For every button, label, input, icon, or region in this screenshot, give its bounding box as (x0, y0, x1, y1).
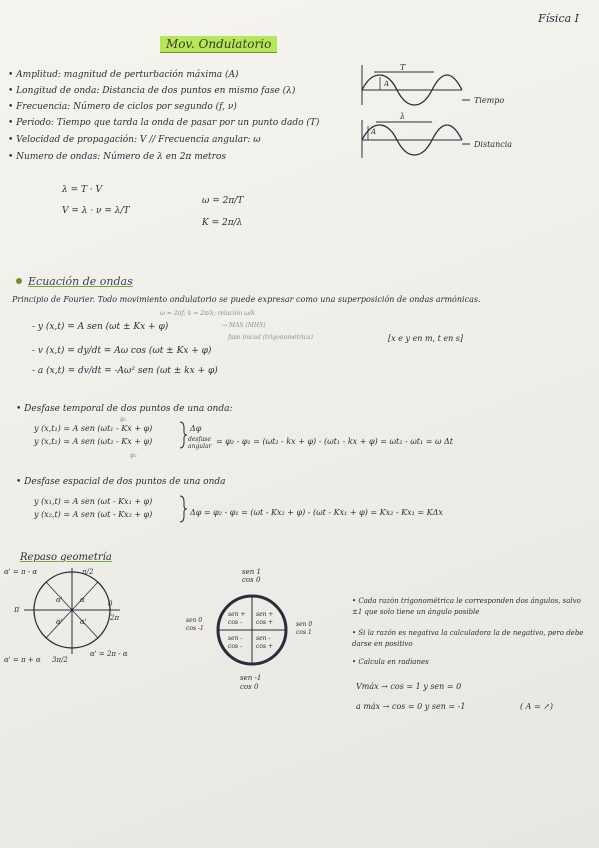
definition-velocity: • Velocidad de propagación: V // Frecuencia angular: ω (8, 135, 261, 145)
circle2-top2: cos 0 (242, 576, 261, 584)
label-wavelength: λ (400, 112, 406, 121)
geometry-note-5: a máx → cos = 0 y sen = -1 (356, 702, 466, 711)
label-phi2: φ₂ (130, 452, 137, 459)
section-waves-title: Ecuación de ondas (28, 275, 133, 288)
definition-amplitude: • Amplitud: magnitud de perturbación máxima (A) (8, 70, 238, 80)
section-waves-heading (16, 270, 133, 289)
circle2-q4-cos: cos + (256, 643, 273, 650)
note-wave-relation: ω = 2πf; k = 2π/λ; relación ω/k (160, 310, 255, 317)
angle-bottom-left: α' = π + α (4, 656, 41, 664)
label-amplitude-bottom: A (371, 128, 377, 136)
quadrant-alpha-4: α' (80, 618, 87, 626)
angle-top-left: α' = π - α (4, 568, 38, 576)
spatial-shift-eq1: y (x₁,t) = A sen (ωt - Kx₁ + φ) (34, 497, 153, 506)
geometry-note-2-text: Si la razón es negativa la calculadora la de negativo, pero debe darse en positivo (352, 629, 584, 648)
geometry-note-3-text: Calcula en radianes (358, 658, 429, 666)
angle-bottom-right: α' = 2π - α (90, 650, 128, 658)
brace-icon (178, 420, 188, 450)
geometry-note-side: ( A = ↗) (520, 702, 554, 711)
angle-left: π (14, 605, 20, 614)
geometry-note-1-text: Cada razón trigonométrica le corresponden dos ángulos, salvo ±1 que solo tiene un ángulo posible (352, 597, 581, 616)
circle2-q3-sen: sen - (228, 635, 243, 642)
circle2-right2: cos 1 (296, 629, 312, 636)
geometry-title: Repaso geometría (20, 552, 112, 563)
label-time: Tiempo (474, 96, 505, 105)
quadrant-alpha-1: α (80, 596, 85, 604)
geometry-note-3: • Calcula en radianes (352, 658, 429, 666)
fourier-principle: Principio de Fourier. Todo movimiento ondulatorio se puede expresar como una superposición de ondas armónicas. (12, 295, 481, 304)
equation-acceleration: - a (x,t) = dv/dt = -Aω² sen (ωt ± kx + φ) (32, 366, 218, 376)
spatial-shift-result: Δφ = φ₂ - φ₁ = (ωt - Kx₂ + φ) - (ωt - Kx₁ + φ) = Kx₂ - Kx₁ = KΔx (190, 508, 443, 517)
section-bullet-icon (16, 278, 22, 284)
unit-circle-diagram (0, 562, 150, 672)
label-distance: Distancia (474, 140, 513, 149)
definition-wavelength: • Longitud de onda: Distancia de dos puntos en mismo fase (λ) (8, 86, 295, 96)
formula-lambda: λ = T · V (62, 185, 103, 195)
definition-wavenumber: • Numero de ondas: Número de λ en 2π metros (8, 152, 226, 162)
circle2-left: sen 0 (186, 617, 203, 624)
note-initial-phase: fase inicial (trigonométrica) (228, 334, 313, 341)
spatial-shift-title: • Desfase espacial de dos puntos de una onda (16, 477, 226, 487)
definition-frequency: • Frecuencia: Número de ciclos por segundo (f, ν) (8, 102, 237, 112)
geometry-note-2: • Si la razón es negativa la calculadora la de negativo, pero debe darse en positivo (352, 629, 584, 648)
circle2-left2: cos -1 (186, 625, 204, 632)
brace-icon-2 (178, 494, 188, 524)
equation-position: - y (x,t) = A sen (ωt ± Kx + φ) (32, 322, 169, 332)
angle-right-zero: 0 (108, 600, 113, 608)
quadrant-alpha-3: α' (56, 618, 63, 626)
temporal-delta-sub: desfase angular (188, 436, 212, 450)
temporal-shift-result: = φ₂ - φ₁ = (ωt₂ - kx + φ) - (ωt₁ - kx + φ) = ωt₂ - ωt₁ = ω Δt (216, 437, 453, 446)
circle2-q1-sen: sen + (228, 611, 246, 618)
circle2-q3-cos: cos - (228, 643, 242, 650)
note-units: [x e y en m, t en s] (388, 334, 464, 343)
circle2-q4-sen: sen - (256, 635, 271, 642)
angle-top: π/2 (82, 568, 94, 576)
temporal-shift-eq1: y (x,t₁) = A sen (ωt₁ - Kx + φ) (34, 424, 153, 433)
wave-diagram (352, 60, 522, 160)
spatial-shift-eq2: y (x₂,t) = A sen (ωt - Kx₂ + φ) (34, 510, 153, 519)
equation-velocity: - v (x,t) = dy/dt = Aω cos (ωt ± Kx + φ) (32, 346, 212, 356)
page-title: Mov. Ondulatorio (160, 36, 277, 53)
formula-velocity: V = λ · ν = λ/T (62, 206, 130, 216)
circle2-right: sen 0 (296, 621, 313, 628)
subject-label: Física I (538, 12, 579, 25)
label-amplitude-top: A (384, 80, 390, 88)
note-mas: → MAS (MHS) (222, 322, 266, 329)
temporal-delta-phi: Δφ (190, 424, 202, 433)
angle-bottom: 3π/2 (52, 656, 68, 664)
definition-period: • Periodo: Tiempo que tarda la onda de pasar por un punto dado (T) (8, 118, 319, 128)
circle2-bottom2: cos 0 (240, 683, 259, 691)
circle2-top: sen 1 (242, 568, 261, 576)
formula-omega: ω = 2π/T (202, 196, 244, 206)
circle2-q2-cos: cos + (256, 619, 273, 626)
quadrant-alpha-2: α' (56, 596, 63, 604)
sign-circle-diagram (180, 568, 330, 698)
label-period: T (400, 63, 406, 72)
temporal-shift-title: • Desfase temporal de dos puntos de una onda: (16, 404, 233, 414)
circle2-q1-cos: cos - (228, 619, 242, 626)
formula-k: K = 2π/λ (202, 218, 243, 228)
temporal-shift-eq2: y (x,t₂) = A sen (ωt₂ - Kx + φ) (34, 437, 153, 446)
geometry-note-4: Vmáx → cos = 1 y sen = 0 (356, 682, 462, 691)
geometry-note-1: • Cada razón trigonométrica le corresponden dos ángulos, salvo ±1 que solo tiene un ángulo posible (352, 597, 581, 616)
circle2-q2-sen: sen + (256, 611, 274, 618)
angle-right-2pi: 2π (110, 614, 120, 622)
label-phi1: φ₁ (120, 416, 127, 423)
circle2-bottom: sen -1 (240, 674, 262, 682)
